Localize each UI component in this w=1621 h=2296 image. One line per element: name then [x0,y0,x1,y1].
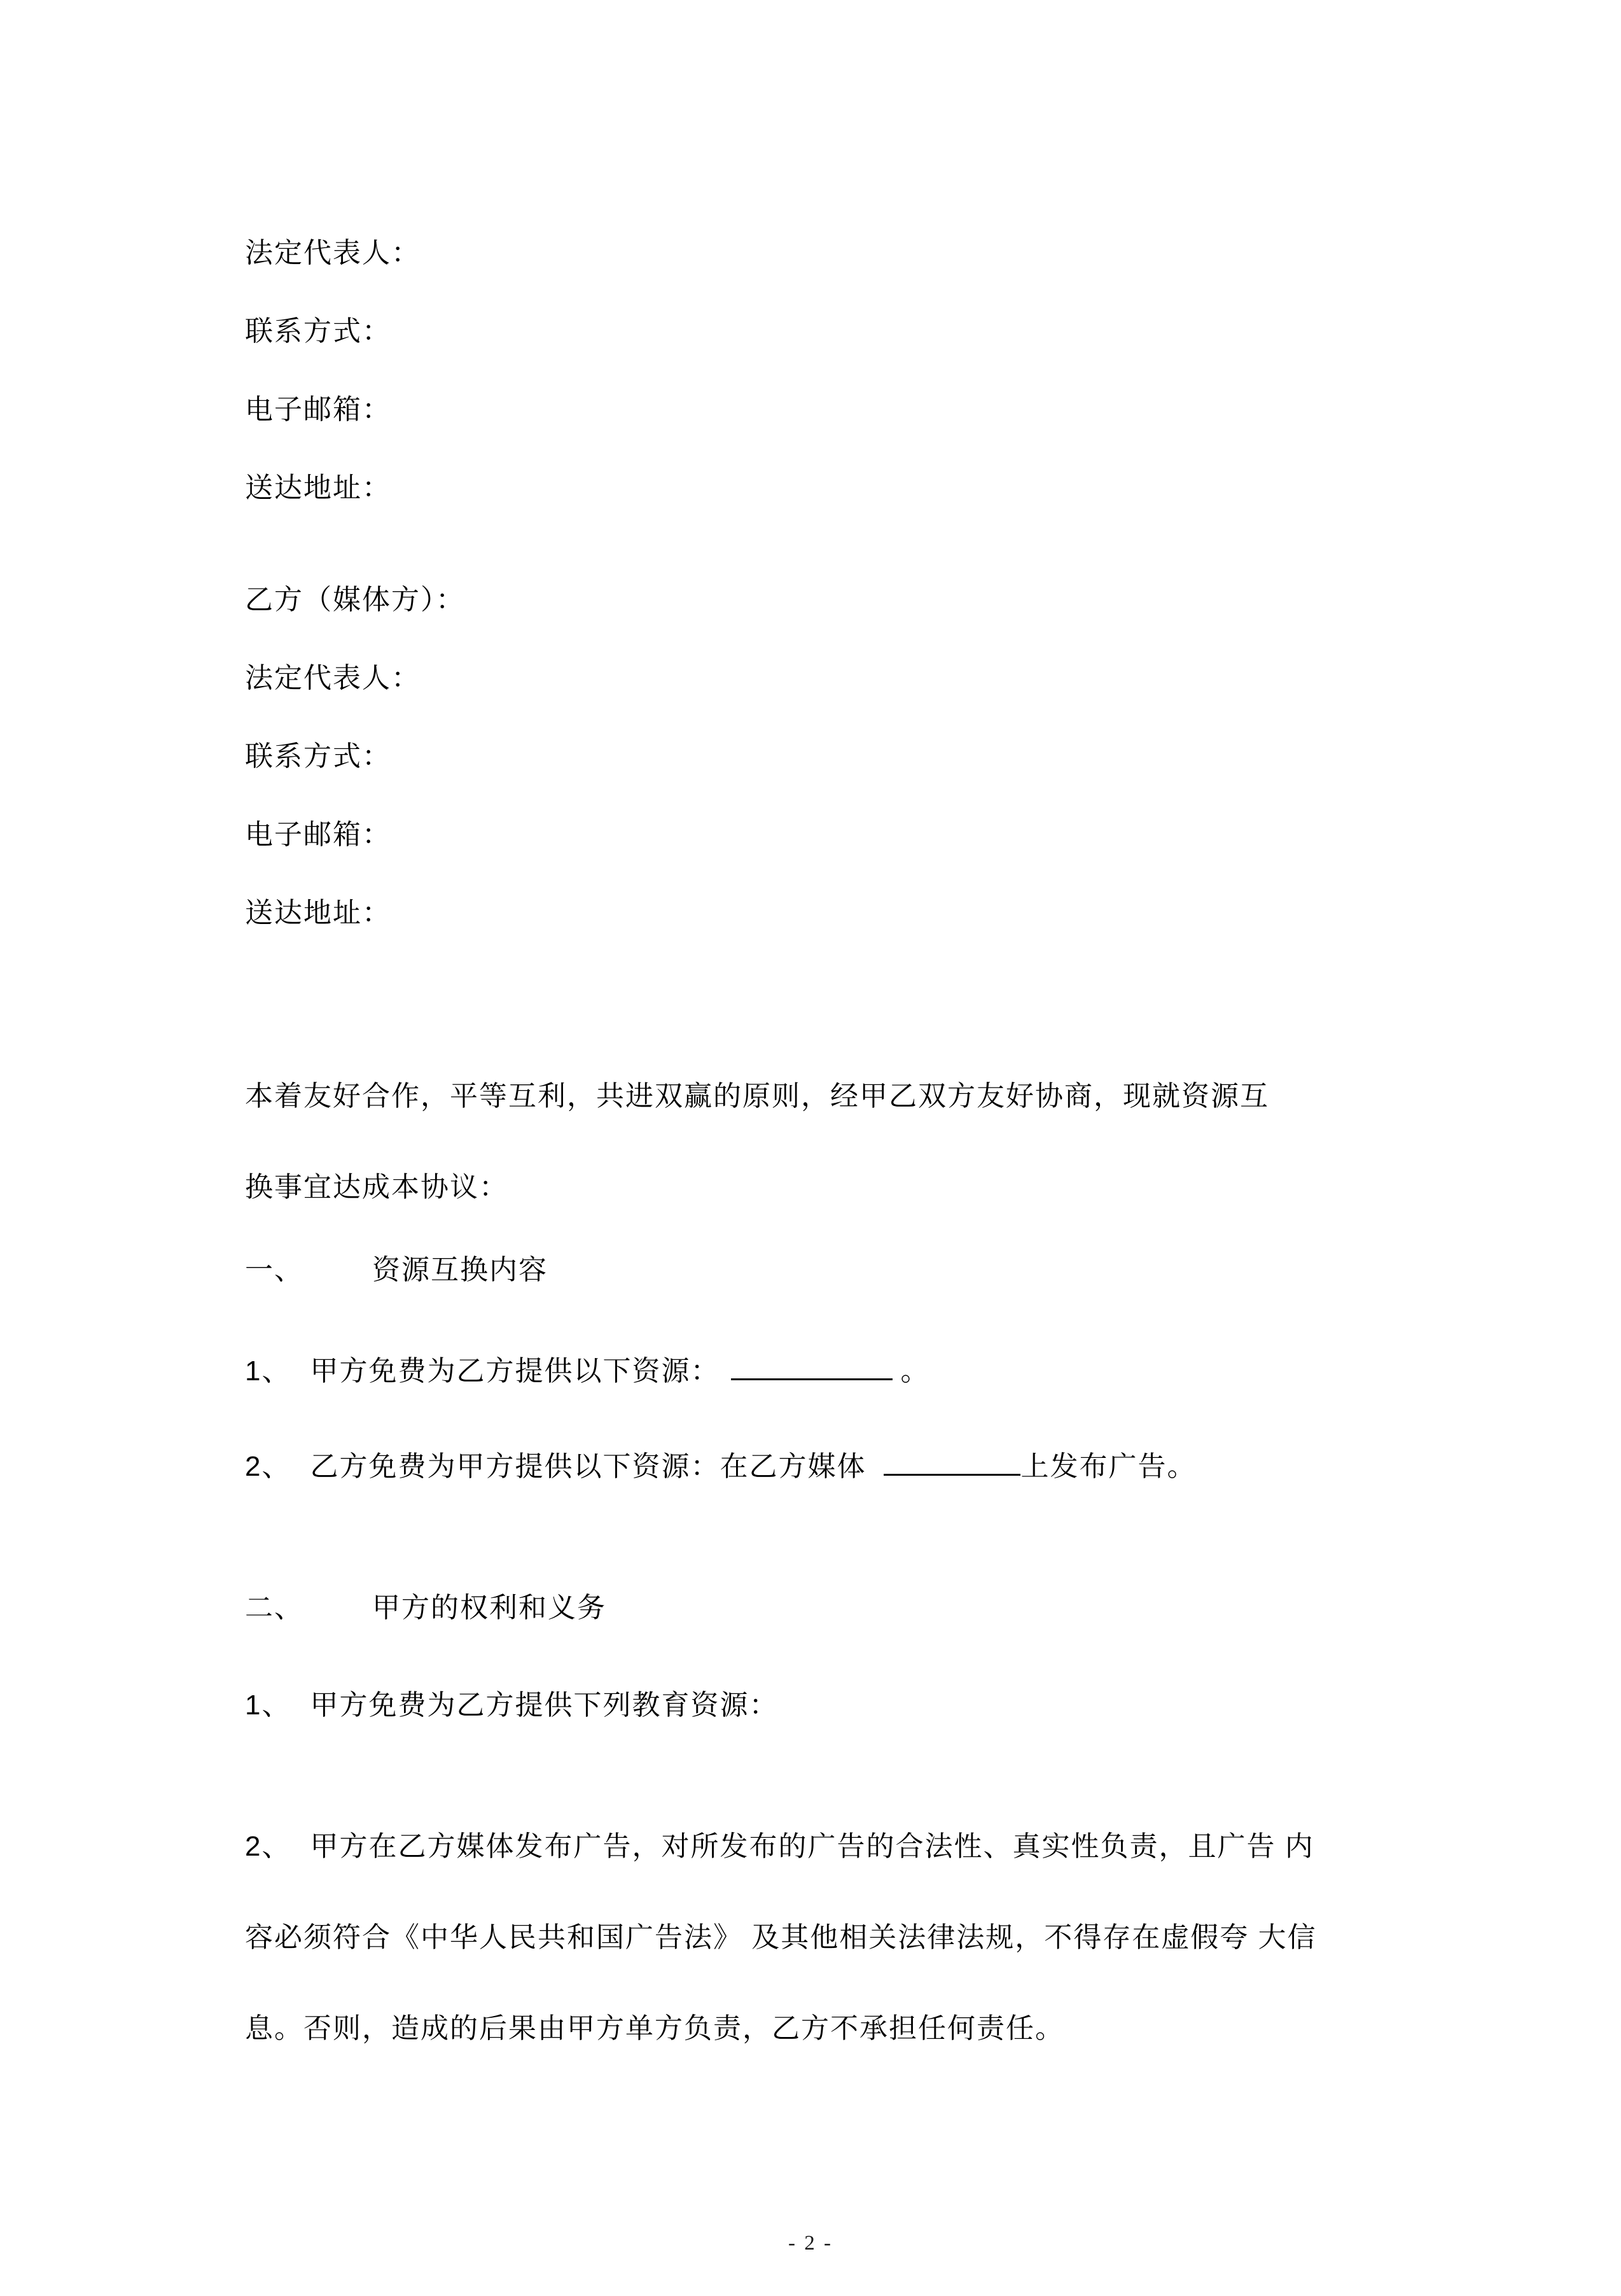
section-2-item-2-line-1 [245,1833,1390,1861]
preamble-line-2: 换事宜达成本协议： [245,1172,508,1203]
item-text: 乙方免费为甲方提供以下资源：在乙方媒体 [310,1451,866,1482]
item-text: 甲方免费为乙方提供以下资源： [310,1355,720,1387]
item-text: 甲方在乙方媒体发布广告，对所发布的广告的合法性、真实性负责，且广告 内 [310,1831,1314,1862]
section-2-title: 甲方的权利和义务 [372,1592,606,1623]
blank-field [731,1353,893,1380]
section-2-item-2-line-3: 息。否则，造成的后果由甲方单方负责，乙方不承担任何责任。 [245,2013,1064,2044]
party-b-legal-representative-label: 法定代表人： [245,662,421,694]
section-1-marker: 一、 [245,1254,303,1285]
party-a-delivery-address-label: 送达地址： [245,472,391,503]
page-number: - 2 - [788,2232,833,2255]
party-b-delivery-address-label: 送达地址： [245,897,391,928]
section-2-heading [245,1594,1390,1622]
party-a-email-label: 电子邮箱： [245,394,391,425]
blank-field [884,1448,1020,1476]
item-number: 1、 [245,1690,291,1721]
item-number: 2、 [245,1831,291,1862]
item-suffix: 上发布广告。 [1020,1451,1197,1482]
party-b-email-label: 电子邮箱： [245,819,391,850]
party-b-contact-label: 联系方式： [245,741,391,772]
item-number: 2、 [245,1451,291,1482]
party-a-legal-representative-label: 法定代表人： [245,237,421,269]
party-a-contact-label: 联系方式： [245,316,391,347]
section-2-marker: 二、 [245,1592,303,1623]
section-2-item-2-line-2: 容必须符合《中华人民共和国广告法》 及其他相关法律法规，不得存在虚假夸 大信 [245,1922,1317,1953]
item-suffix: 。 [900,1355,930,1387]
section-1-title: 资源互换内容 [372,1254,548,1285]
preamble-line-1: 本着友好合作，平等互利，共进双赢的原则，经甲乙双方友好协商，现就资源互 [245,1081,1269,1112]
section-2-item-1 [245,1691,1390,1719]
section-1-heading [245,1256,1390,1284]
section-1-item-2 [245,1448,1390,1481]
party-b-header: 乙方（媒体方）： [245,584,465,615]
item-text: 甲方免费为乙方提供下列教育资源： [310,1690,779,1721]
item-number: 1、 [245,1355,291,1387]
section-1-item-1 [245,1353,1390,1385]
document-body [245,239,1390,2043]
